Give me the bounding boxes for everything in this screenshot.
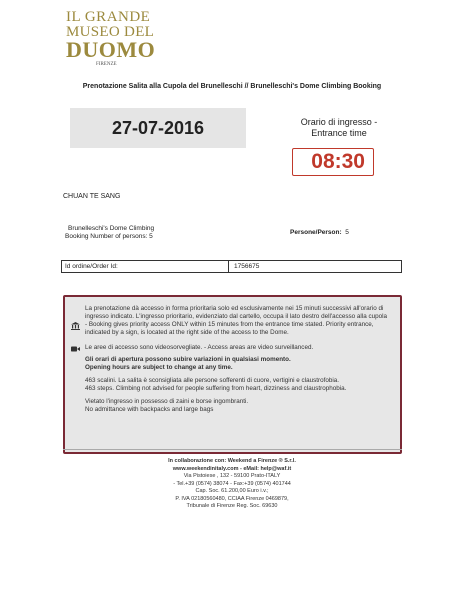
logo-line-2: MUSEO DEL [66, 24, 155, 40]
persons-count [290, 229, 349, 236]
notice-bags-en: No admittance with backpacks and large bags [85, 406, 214, 413]
notice-bags-it: Vietato l'ingresso in possesso di zaini e borse ingombranti. [85, 398, 249, 405]
item-persons-line: Booking Number of persons: 5 [65, 233, 153, 240]
visit-date: 27-07-2016 [70, 108, 246, 148]
order-id-value: 1756675 [234, 263, 260, 270]
footer [0, 458, 464, 511]
footer-capital: Cap. Soc. 61.200,00 Euro i.v.; [195, 488, 269, 494]
footer-vat: P. IVA 02180560480, CCIAA Firenze 0469879, [175, 495, 289, 502]
footer-web-email: www.weekendinitaly.com - eMail: help@waf.it [172, 465, 292, 472]
museum-logo [66, 10, 156, 67]
notice-video-text: Le aree di accesso sono videosorvegliate. - Access areas are video surveillanced. [85, 344, 314, 351]
entrance-time-label [284, 117, 394, 139]
order-id-label: Id ordine/Order Id: [65, 263, 118, 270]
notice-box [63, 295, 402, 454]
notice-steps-it: 463 scalini. La salita è sconsigliata alle persone sofferenti di cuore, vertigini e claustrofobia. [85, 377, 340, 384]
footer-address: Via Pistoiese , 132 - 59100 Prato-ITALY [183, 473, 281, 479]
item-title: Brunelleschi's Dome Climbing [68, 225, 155, 232]
entrance-label-en: Entrance time [311, 128, 367, 138]
notice-hours-it: Gli orari di apertura possono subire variazioni in qualsiasi momento. [85, 356, 291, 363]
booking-headline: Prenotazione Salita alla Cupola del Brunelleschi // Brunelleschi's Dome Climbing Booking [82, 83, 382, 90]
footer-registry: Tribunale di Firenze Reg. Soc. 69630 [186, 503, 278, 509]
notice-steps-en: 463 steps. Climbing not advised for people suffering from heart, dizziness and claustrophobia. [85, 385, 347, 392]
order-divider [228, 261, 229, 272]
entrance-label-it: Orario di ingresso - [300, 117, 378, 127]
persons-label: Persone/Person: [290, 229, 342, 236]
video-camera-icon [71, 345, 80, 353]
footer-partner: In collaborazione con: Weekend a Firenze ® S.r.l. [168, 458, 296, 464]
footer-divider [63, 449, 402, 450]
persons-value: 5 [345, 229, 349, 236]
notice-hours-en: Opening hours are subject to change at any time. [85, 364, 233, 371]
entrance-time: 08:30 [292, 148, 374, 176]
museum-icon [71, 322, 80, 330]
footer-phone: - Tel.+39 (0574) 38074 - Fax:+39 (0574) 401744 [173, 480, 291, 487]
booking-item [65, 225, 154, 241]
logo-line-3: DUOMO [66, 37, 156, 62]
logo-line-1: IL GRANDE [66, 9, 151, 25]
logo-line-4: FIRENZE [96, 62, 117, 67]
notice-priority-text: La prenotazione dà accesso in forma prioritaria solo ed esclusivamente nei 15 minuti successivi all'orario di ingresso indicato. L'ingresso prioritario, evidenziato dal cartello, occupa il lato destro dell'accesso alla cupola - Booking gives priority access ONLY within 15 minutes from the entrance time stated. Priority entrance, indicated by a sign, is located at the right side of the access to the Dome. [85, 305, 388, 336]
order-id-row [61, 260, 402, 273]
customer-name: CHUAN TE SANG [63, 193, 121, 200]
